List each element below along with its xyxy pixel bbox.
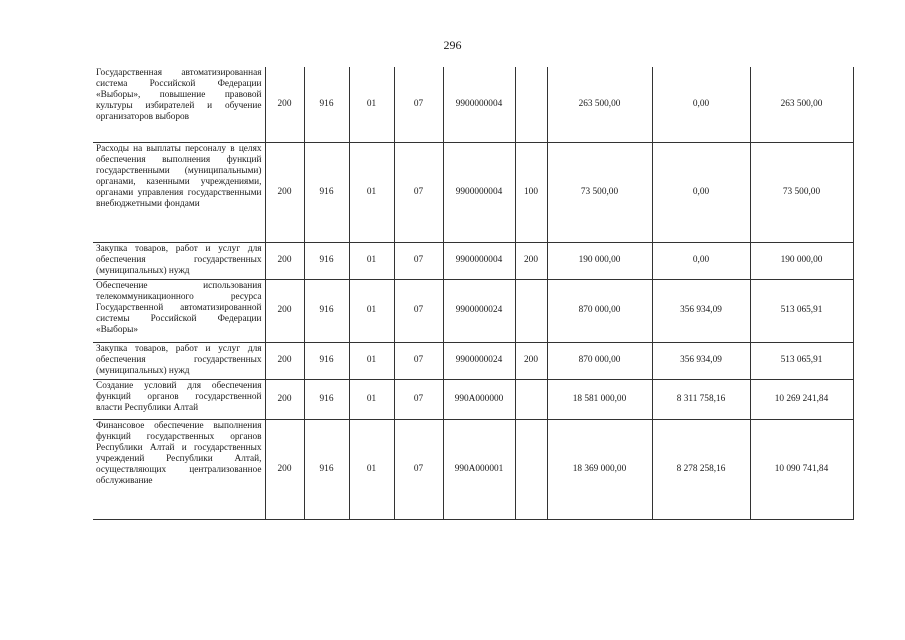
cell-plan: 870 000,00 [547,279,652,342]
cell-code: 916 [304,242,349,279]
cell-code: 916 [304,142,349,242]
cell-code: 916 [304,419,349,519]
cell-remainder: 10 090 741,84 [750,419,853,519]
cell-executed: 356 934,09 [652,279,750,342]
cell-code: 916 [304,342,349,379]
table-row [93,67,853,142]
cell-plan: 18 369 000,00 [547,419,652,519]
cell-executed: 8 278 258,16 [652,419,750,519]
cell-admin: 200 [265,242,304,279]
cell-remainder: 10 269 241,84 [750,379,853,419]
cell-section: 01 [349,142,394,242]
cell-expense-type: 200 [515,242,547,279]
page-number: 296 [443,38,462,52]
cell-subsection: 07 [394,419,443,519]
cell-plan: 73 500,00 [547,142,652,242]
cell-name: Закупка товаров, работ и услуг для обеспечения государственных (муниципальных) нужд [93,242,265,279]
cell-section: 01 [349,342,394,379]
cell-executed: 0,00 [652,142,750,242]
cell-remainder: 513 065,91 [750,342,853,379]
cell-name: Обеспечение использования телекоммуникационного ресурса Государственной автоматизированной системы Российской Федерации «Выборы» [93,279,265,342]
cell-remainder: 263 500,00 [750,67,853,142]
cell-subsection: 07 [394,379,443,419]
cell-remainder: 73 500,00 [750,142,853,242]
cell-subsection: 07 [394,279,443,342]
cell-subsection: 07 [394,242,443,279]
cell-target: 9900000004 [443,142,515,242]
cell-name: Создание условий для обеспечения функций органов государственной власти Республики Алтай [93,379,265,419]
cell-subsection: 07 [394,342,443,379]
cell-admin: 200 [265,142,304,242]
cell-target: 990A000000 [443,379,515,419]
cell-remainder: 513 065,91 [750,279,853,342]
table-row [93,242,853,279]
cell-target: 9900000024 [443,342,515,379]
cell-section: 01 [349,242,394,279]
table-row [93,142,853,242]
budget-table [93,67,854,520]
table-row [93,342,853,379]
cell-executed: 0,00 [652,242,750,279]
cell-name: Расходы на выплаты персоналу в целях обеспечения выполнения функций государственными (муниципальными) органами, казенными учреждениями, органами управления государственными внебюджетными фондами [93,142,265,242]
table-row [93,279,853,342]
table-row [93,379,853,419]
cell-admin: 200 [265,279,304,342]
cell-section: 01 [349,379,394,419]
cell-target: 9900000004 [443,242,515,279]
cell-section: 01 [349,67,394,142]
cell-admin: 200 [265,419,304,519]
cell-name: Государственная автоматизированная система Российской Федерации «Выборы», повышение правовой культуры избирателей и обучение организаторов выборов [93,67,265,142]
cell-expense-type: 100 [515,142,547,242]
cell-name: Финансовое обеспечение выполнения функций государственных органов Республики Алтай и государственных учреждений Республики Алтай, осуществляющих централизованное обслуживание [93,419,265,519]
cell-subsection: 07 [394,67,443,142]
cell-section: 01 [349,279,394,342]
cell-remainder: 190 000,00 [750,242,853,279]
cell-code: 916 [304,279,349,342]
cell-plan: 18 581 000,00 [547,379,652,419]
cell-target: 990A000001 [443,419,515,519]
cell-executed: 0,00 [652,67,750,142]
cell-target: 9900000024 [443,279,515,342]
table-row [93,419,853,519]
cell-expense-type [515,67,547,142]
cell-expense-type [515,419,547,519]
cell-target: 9900000004 [443,67,515,142]
cell-executed: 8 311 758,16 [652,379,750,419]
cell-expense-type [515,379,547,419]
cell-plan: 190 000,00 [547,242,652,279]
cell-name: Закупка товаров, работ и услуг для обеспечения государственных (муниципальных) нужд [93,342,265,379]
cell-code: 916 [304,67,349,142]
cell-section: 01 [349,419,394,519]
cell-admin: 200 [265,379,304,419]
cell-expense-type: 200 [515,342,547,379]
cell-plan: 870 000,00 [547,342,652,379]
cell-subsection: 07 [394,142,443,242]
cell-executed: 356 934,09 [652,342,750,379]
cell-plan: 263 500,00 [547,67,652,142]
cell-expense-type [515,279,547,342]
cell-code: 916 [304,379,349,419]
cell-admin: 200 [265,342,304,379]
cell-admin: 200 [265,67,304,142]
